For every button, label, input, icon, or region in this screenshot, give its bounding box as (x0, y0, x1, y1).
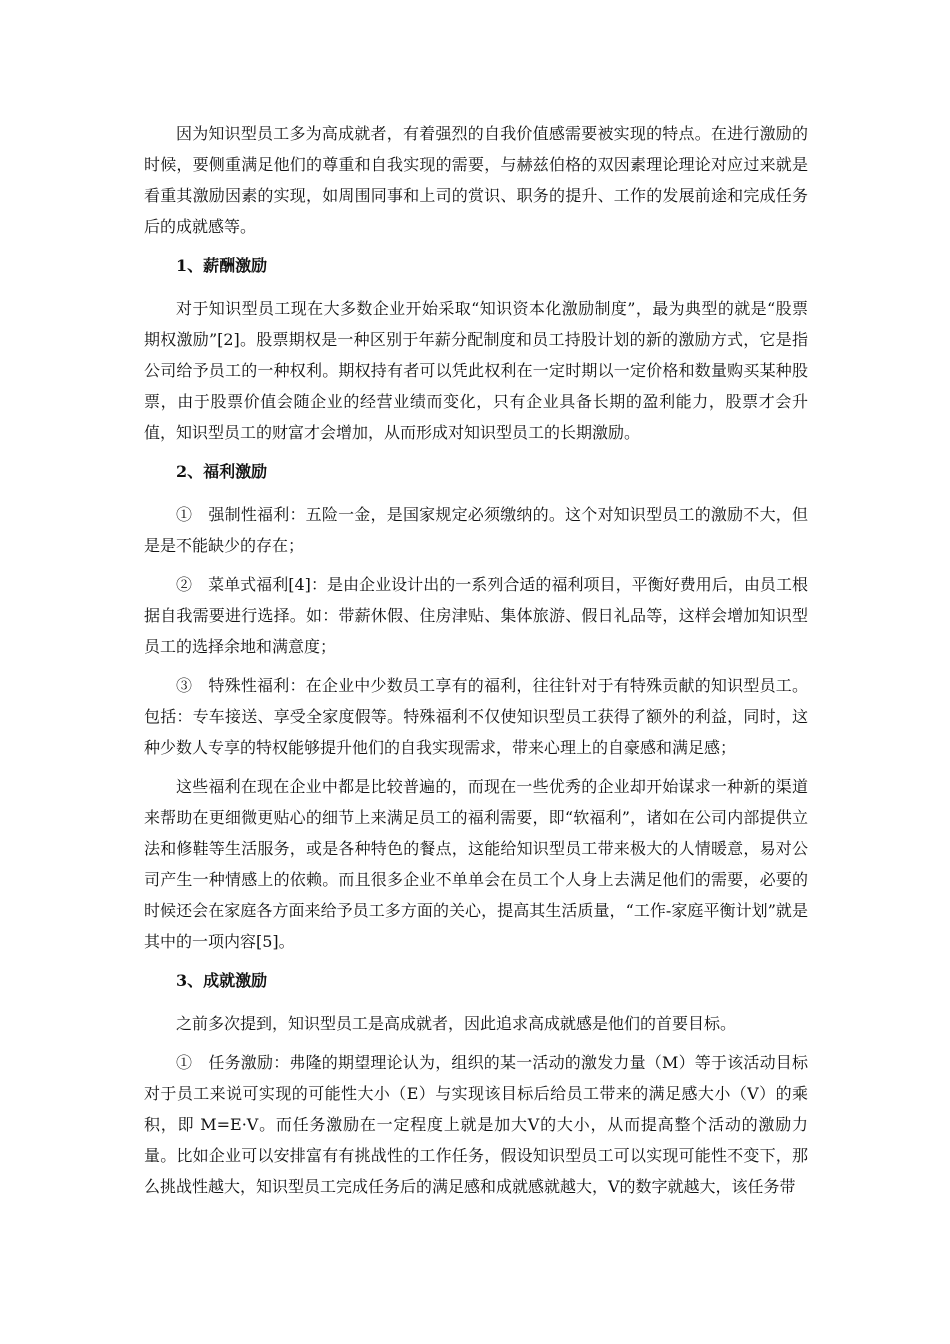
welfare-menu-paragraph: ② 菜单式福利[4]：是由企业设计出的一系列合适的福利项目，平衡好费用后，由员工根据自我需要进行选择。如：带薪休假、住房津贴、集体旅游、假日礼品等，这样会增加知识型员工的选择余地和满意度； (144, 575, 808, 656)
achievement-task-paragraph: ① 任务激励：弗隆的期望理论认为，组织的某一活动的激发力量（M）等于该活动目标对于员工来说可实现的可能性大小（E）与实现该目标后给员工带来的满足感大小（V）的乘积，即 M=E·V。而任务激励在一定程度上就是加大V的大小，从而提高整个活动的激励力量。比如企业可以安排富有有挑战性的工作任务，假设知识型员工可以实现可能性不变下，那么挑战性越大，知识型员工完成任务后的满足感和成就感就越大，V的数字就越大，该任务带 (144, 1053, 808, 1196)
welfare-soft-paragraph: 这些福利在现在企业中都是比较普遍的，而现在一些优秀的企业却开始谋求一种新的渠道来帮助在更细微更贴心的细节上来满足员工的福利需要，即“软福利”，诸如在公司内部提供立法和修鞋等生活服务，或是各种特色的餐点，这能给知识型员工带来极大的人情暖意，易对公司产生一种情感上的依赖。而且很多企业不单单会在员工个人身上去满足他们的需要，必要的时候还会在家庭各方面来给予员工多方面的关心，提高其生活质量，“工作-家庭平衡计划”就是其中的一项内容[5]。 (144, 777, 808, 951)
intro-paragraph: 因为知识型员工多为高成就者，有着强烈的自我价值感需要被实现的特点。在进行激励的时候，要侧重满足他们的尊重和自我实现的需要，与赫兹伯格的双因素理论理论对应过来就是看重其激励因素的实现，如周围同事和上司的赏识、职务的提升、工作的发展前途和完成任务后的成就感等。 (144, 124, 808, 236)
document-page (144, 118, 808, 1210)
section-heading-salary: 1、薪酬激励 (176, 256, 268, 275)
welfare-mandatory-paragraph: ① 强制性福利：五险一金，是国家规定必须缴纳的。这个对知识型员工的激励不大，但是是不能缺少的存在； (144, 505, 808, 555)
welfare-special-paragraph: ③ 特殊性福利：在企业中少数员工享有的福利，往往针对于有特殊贡献的知识型员工。包括：专车接送、享受全家度假等。特殊福利不仅使知识型员工获得了额外的利益，同时，这种少数人专享的特权能够提升他们的自我实现需求，带来心理上的自豪感和满足感； (144, 676, 808, 757)
section-heading-welfare: 2、福利激励 (176, 462, 268, 481)
salary-paragraph: 对于知识型员工现在大多数企业开始采取“知识资本化激励制度”，最为典型的就是“股票期权激励”[2]。股票期权是一种区别于年薪分配制度和员工持股计划的新的激励方式，它是指公司给予员工的一种权利。期权持有者可以凭此权利在一定时期以一定价格和数量购买某种股票，由于股票价值会随企业的经营业绩而变化，只有企业具备长期的盈利能力，股票才会升值，知识型员工的财富才会增加，从而形成对知识型员工的长期激励。 (144, 299, 808, 442)
section-heading-achievement: 3、成就激励 (176, 971, 268, 990)
achievement-intro-paragraph: 之前多次提到，知识型员工是高成就者，因此追求高成就感是他们的首要目标。 (176, 1014, 737, 1033)
